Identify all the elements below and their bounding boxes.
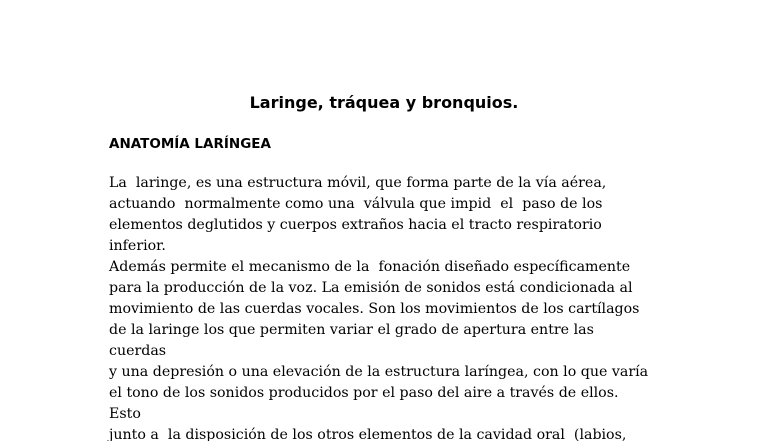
text-line: actuando normalmente como una válvula que impid el paso de los xyxy=(109,196,603,212)
text-line: para la producción de la voz. La emisión de sonidos está condicionada al xyxy=(109,280,633,296)
section-heading: ANATOMÍA LARÍNGEA xyxy=(109,136,271,152)
text-line: cuerdas xyxy=(109,343,167,359)
text-line: Además permite el mecanismo de la fonación diseñado específicamente xyxy=(109,259,631,275)
text-line: el tono de los sonidos producidos por el paso del aire a través de ellos. xyxy=(109,385,619,401)
text-line: de la laringe los que permiten variar el grado de apertura entre las xyxy=(109,322,594,338)
text-line: Esto xyxy=(109,406,141,422)
text-line: y una depresión o una elevación de la estructura laríngea, con lo que varía xyxy=(109,364,649,380)
text-line: junto a la disposición de los otros elementos de la cavidad oral (labios, xyxy=(109,427,627,441)
text-line: inferior. xyxy=(109,238,166,254)
document-title: Laringe, tráquea y bronquios. xyxy=(249,93,519,112)
body-text xyxy=(109,173,709,441)
text-line: elementos deglutidos y cuerpos extraños hacia el tracto respiratorio xyxy=(109,217,602,233)
text-line: movimiento de las cuerdas vocales. Son los movimientos de los cartílagos xyxy=(109,301,640,317)
text-line: La laringe, es una estructura móvil, que forma parte de la vía aérea, xyxy=(109,175,607,191)
